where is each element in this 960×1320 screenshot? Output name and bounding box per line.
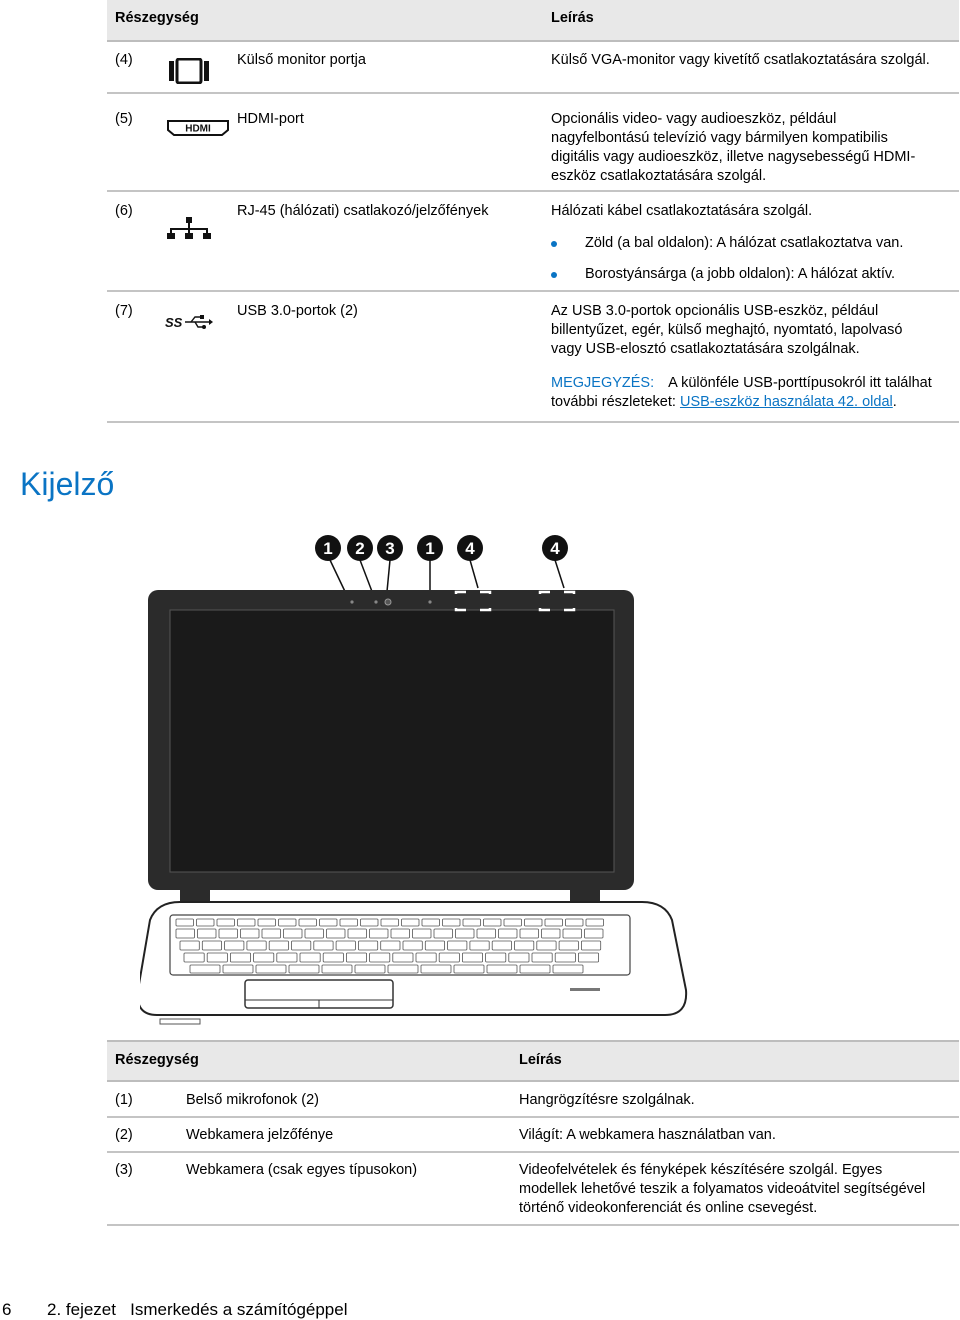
callout-leader (470, 560, 478, 588)
keyboard-key (299, 919, 317, 926)
keyboard-key (320, 919, 338, 926)
keyboard-key (537, 941, 556, 950)
keyboard-key (413, 929, 432, 938)
note-text: további részleteket: (551, 394, 680, 410)
keyboard-key (225, 941, 244, 950)
row-component-name: Külső monitor portja (237, 52, 366, 68)
keyboard-key (180, 941, 199, 950)
keyboard-key (504, 919, 522, 926)
keyboard-key (277, 953, 297, 962)
keyboard-key (314, 941, 333, 950)
row-description (551, 302, 951, 359)
display-screen (170, 610, 614, 872)
keyboard-key (238, 919, 256, 926)
vga-port-icon (168, 58, 210, 90)
description-line: Opcionális video- vagy audioeszköz, például (551, 111, 837, 127)
note-suffix: . (892, 394, 897, 410)
keyboard-key (520, 929, 539, 938)
keyboard-key (358, 941, 377, 950)
bullet-dot (551, 272, 557, 278)
row-divider (107, 190, 959, 192)
row-component-name: USB 3.0-portok (2) (237, 303, 358, 319)
row-divider (107, 290, 959, 292)
keyboard-key (230, 953, 250, 962)
keyboard-key (443, 919, 461, 926)
keyboard-key (586, 919, 604, 926)
callout-number: 2 (355, 539, 365, 558)
keyboard-key (403, 941, 422, 950)
description-line: Az USB 3.0-portok opcionális USB-eszköz, például (551, 303, 879, 319)
keyboard-key (416, 953, 436, 962)
keyboard-key (520, 965, 550, 973)
keyboard-key (348, 929, 367, 938)
row-description (519, 1161, 949, 1218)
keyboard-key (340, 919, 358, 926)
keyboard-key (434, 929, 453, 938)
callout-number: 1 (323, 539, 333, 558)
keyboard-key (542, 929, 561, 938)
keyboard-key (555, 953, 575, 962)
keyboard-key (176, 929, 195, 938)
keyboard-key (207, 953, 227, 962)
row-component-name: RJ-45 (hálózati) csatlakozó/jelzőfények (237, 203, 489, 219)
hdmi-port-icon (166, 120, 230, 142)
row-number: (4) (115, 52, 133, 68)
table-bottom-rule (107, 421, 959, 423)
keyboard-key (388, 965, 418, 973)
keyboard-key (370, 953, 390, 962)
keyboard-key (425, 941, 444, 950)
keyboard-key (361, 919, 379, 926)
keyboard-key (355, 965, 385, 973)
keyboard-key (456, 929, 475, 938)
keyboard-key (241, 929, 260, 938)
keyboard-key (545, 919, 563, 926)
keyboard-key (509, 953, 529, 962)
rj45-network-icon (166, 216, 212, 246)
header-description: Leírás (551, 10, 594, 26)
keyboard-key (289, 965, 319, 973)
description-line: billentyűzet, egér, külső meghajtó, nyomtató, lapolvasó (551, 322, 903, 338)
keyboard-key (439, 953, 459, 962)
keyboard-key (463, 919, 481, 926)
note-text: A különféle USB-porttípusokról itt találhat (668, 375, 932, 391)
row-divider (107, 1116, 959, 1118)
row-number: (2) (115, 1127, 133, 1143)
row-divider (107, 1151, 959, 1153)
keyboard-key (421, 965, 451, 973)
keyboard-key (585, 929, 604, 938)
callout-number: 3 (385, 539, 395, 558)
keyboard-key (223, 965, 253, 973)
keyboard-key (563, 929, 582, 938)
keyboard-key (327, 929, 346, 938)
note-line-1 (551, 374, 956, 393)
keyboard-key (284, 929, 303, 938)
keyboard-key (381, 941, 400, 950)
chapter-title: 2. fejezet Ismerkedés a számítógéppel (47, 1300, 348, 1319)
keyboard-key (202, 941, 221, 950)
row-component-name: Webkamera (csak egyes típusokon) (186, 1162, 418, 1178)
keyboard-key (553, 965, 583, 973)
page-number: 6 (2, 1300, 12, 1319)
keyboard-key (198, 929, 217, 938)
keyboard-key (176, 919, 194, 926)
keyboard-key (486, 953, 506, 962)
keyboard-key (532, 953, 552, 962)
keyboard-key (305, 929, 324, 938)
description-line: Videofelvételek és fényképek készítésére szolgál. Egyes (519, 1162, 883, 1178)
description-line: történő videokonferenciát és online csevegést. (519, 1200, 818, 1216)
keyboard-key (454, 965, 484, 973)
svg-text:HDMI: HDMI (185, 123, 211, 135)
keyboard-key (370, 929, 389, 938)
description-line: modellek lehetővé teszik a folyamatos videoátvitel segítségével (519, 1181, 926, 1197)
keyboard-key (322, 965, 352, 973)
table1-header (107, 0, 959, 42)
keyboard-key (336, 941, 355, 950)
keyboard-key (256, 965, 286, 973)
description-line: nagyfelbontású televízió vagy bármilyen kompatibilis (551, 130, 888, 146)
keyboard-key (566, 919, 584, 926)
row-description: Külső VGA-monitor vagy kivetítő csatlakoztatására szolgál. (551, 52, 930, 68)
laptop-illustration (140, 530, 820, 1030)
keyboard-key (391, 929, 410, 938)
row-component-name: Belső mikrofonok (2) (186, 1092, 319, 1108)
keyboard-key (492, 941, 511, 950)
description-line: eszköz csatlakoztatására szolgál. (551, 168, 767, 184)
keyboard-key (402, 919, 420, 926)
keyboard-key (190, 965, 220, 973)
callout-number: 4 (550, 539, 560, 558)
row-component-name: HDMI-port (237, 111, 304, 127)
keyboard-key (499, 929, 518, 938)
keyboard-key (578, 953, 598, 962)
keyboard-key (581, 941, 600, 950)
section-title: Kijelző (20, 466, 115, 502)
bullet-text: Zöld (a bal oldalon): A hálózat csatlakoztatva van. (585, 235, 904, 251)
note-label: MEGJEGYZÉS: (551, 375, 655, 391)
row-component-name: Webkamera jelzőfénye (186, 1127, 334, 1143)
keyboard-key (477, 929, 496, 938)
keyboard-key (470, 941, 489, 950)
keyboard-key (323, 953, 343, 962)
callout-number: 1 (425, 539, 435, 558)
row-description: Hangrögzítésre szolgálnak. (519, 1092, 695, 1108)
keyboard-key (462, 953, 482, 962)
row-number: (1) (115, 1092, 133, 1108)
callout-number: 4 (465, 539, 475, 558)
keyboard-key (254, 953, 274, 962)
row-number: (5) (115, 111, 133, 127)
bullet-dot (551, 241, 557, 247)
keyboard-key (422, 919, 440, 926)
description-line: vagy USB-elosztó csatlakoztatására szolgálnak. (551, 341, 860, 357)
keyboard-key (393, 953, 413, 962)
bullet-text: Borostyánsárga (a jobb oldalon): A hálózat aktív. (585, 266, 896, 282)
row-number: (3) (115, 1162, 133, 1178)
row-description: Hálózati kábel csatlakoztatására szolgál. (551, 203, 813, 219)
row-number: (7) (115, 303, 133, 319)
row-description: Világít: A webkamera használatban van. (519, 1127, 776, 1143)
usb3-icon (165, 314, 213, 336)
keyboard-key (515, 941, 534, 950)
keyboard-key (292, 941, 311, 950)
keyboard-key (448, 941, 467, 950)
note (551, 374, 956, 412)
description-line: digitális vagy audioeszköz, illetve nagysebességű HDMI- (551, 149, 916, 165)
keyboard-key (269, 941, 288, 950)
keyboard-key (381, 919, 399, 926)
callouts (315, 535, 568, 561)
keyboard-key (258, 919, 276, 926)
row-number: (6) (115, 203, 133, 219)
keyboard-key (197, 919, 215, 926)
keyboard-key (217, 919, 235, 926)
note-line-2 (551, 393, 956, 412)
row-description (551, 110, 951, 186)
keyboard-key (184, 953, 204, 962)
row-divider (107, 92, 959, 94)
svg-text:SS: SS (165, 315, 183, 330)
usb-usage-link[interactable]: USB-eszköz használata 42. oldal (679, 394, 893, 410)
table-bottom-rule (107, 1224, 959, 1226)
keyboard-key (487, 965, 517, 973)
keyboard-key (300, 953, 320, 962)
keyboard-key (559, 941, 578, 950)
callout-leader (555, 560, 564, 588)
keyboard-key (247, 941, 266, 950)
header-component: Részegység (115, 1052, 199, 1068)
keyboard-key (484, 919, 502, 926)
keyboard-key (262, 929, 281, 938)
keyboard-key (219, 929, 238, 938)
keyboard-key (346, 953, 366, 962)
keyboard-key (525, 919, 543, 926)
keyboard-key (279, 919, 297, 926)
table2-header (107, 1040, 959, 1082)
header-description: Leírás (519, 1052, 562, 1068)
header-component: Részegység (115, 10, 199, 26)
